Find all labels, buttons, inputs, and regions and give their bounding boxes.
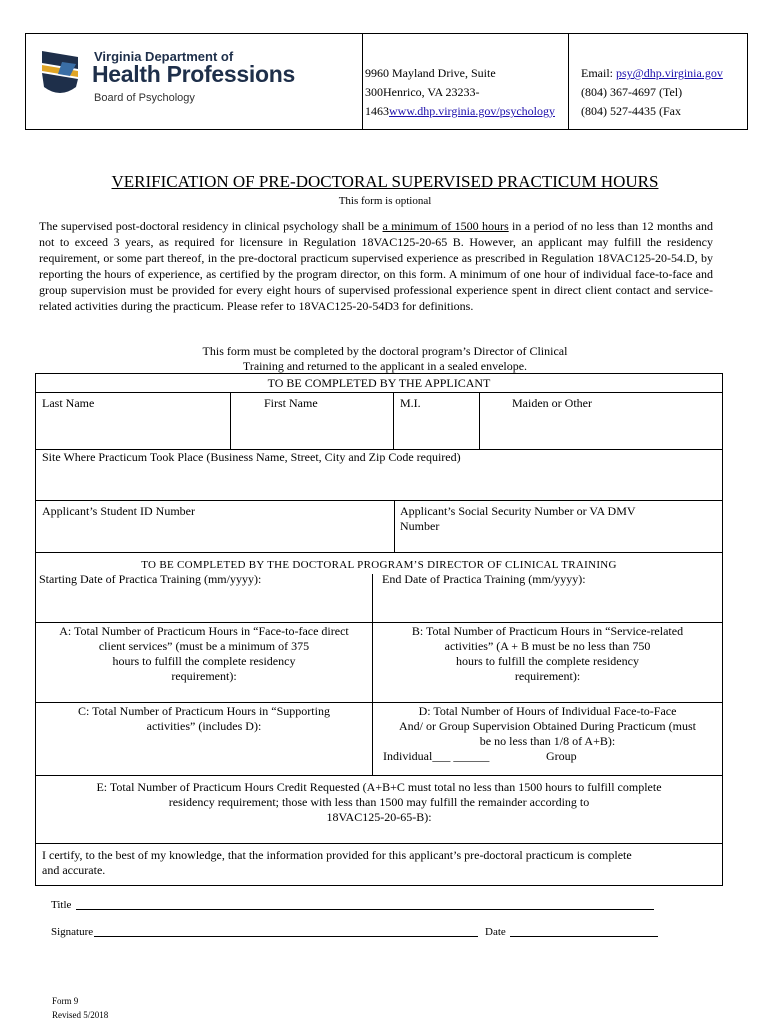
divider	[36, 702, 722, 703]
divider	[36, 552, 722, 553]
hours-e-line-3: 18VAC125-20-65-B):	[326, 810, 432, 824]
vdhp-shield-logo-icon	[40, 47, 80, 99]
email-label: Email:	[581, 66, 616, 80]
last-name-label: Last Name	[42, 396, 95, 410]
intro-part-1: The supervised post-doctoral residency in clinical psychology shall be	[39, 219, 383, 233]
email-line	[581, 64, 749, 83]
director-section-header: TO BE COMPLETED BY THE DOCTORAL PROGRAM’S DIRECTOR OF CLINICAL TRAINING	[141, 559, 617, 571]
end-date-label: End Date of Practica Training (mm/yyyy):	[382, 572, 586, 586]
practicum-site-label: Site Where Practicum Took Place (Business Name, Street, City and Zip Code required)	[42, 450, 461, 464]
address-line-3	[365, 102, 568, 121]
title-label: Title	[51, 899, 72, 911]
certify-line-1: I certify, to the best of my knowledge, that the information provided for this applicant’s pre-doctoral practicum is complete	[42, 848, 632, 862]
individual-blank: ___ ______	[432, 749, 490, 763]
start-date-label: Starting Date of Practica Training (mm/yyyy):	[39, 572, 262, 586]
hours-d-line-2: And/ or Group Supervision Obtained During Practicum (must	[399, 719, 696, 733]
address-line-2: 300Henrico, VA 23233-	[365, 85, 480, 99]
page-subtitle: This form is optional	[338, 195, 432, 207]
divider	[36, 775, 722, 776]
divider	[372, 574, 373, 622]
form-footer	[52, 994, 108, 1022]
hours-b-line-2: activities” (A + B must be no less than 750	[444, 639, 651, 653]
applicant-section-header: TO BE COMPLETED BY THE APPLICANT	[267, 376, 491, 390]
logo-cell	[26, 34, 363, 129]
group-label: Group	[546, 749, 577, 763]
zip-suffix: 1463	[365, 104, 389, 118]
address-line-1: 9960 Mayland Drive, Suite	[365, 66, 496, 80]
page-title: VERIFICATION OF PRE-DOCTORAL SUPERVISED PRACTICUM HOURS	[111, 172, 659, 191]
date-label: Date	[485, 926, 506, 938]
note-line-1: This form must be completed by the doctoral program’s Director of Clinical	[202, 344, 568, 358]
divider	[394, 500, 395, 552]
tel-line: (804) 367-4697 (Tel)	[581, 85, 683, 99]
hours-e-line-1: E: Total Number of Practicum Hours Credit Requested (A+B+C must total no less than 1500 hours to fulfill complete	[96, 780, 662, 794]
student-id-label: Applicant’s Student ID Number	[42, 504, 195, 518]
hours-e-line-2: residency requirement; those with less than 1500 may fulfill the remainder according to	[168, 795, 590, 809]
title-input[interactable]	[76, 909, 654, 910]
revision-date: Revised 5/2018	[52, 1010, 109, 1020]
divider	[479, 392, 480, 449]
ssn-label	[400, 504, 636, 534]
completion-note	[0, 344, 770, 374]
individual-hours-field[interactable]	[383, 749, 489, 764]
individual-label: Individual	[383, 749, 433, 763]
hours-e-label	[36, 780, 722, 825]
divider	[36, 392, 722, 393]
ssn-label-line-2: Number	[400, 519, 440, 533]
fax-line: (804) 527-4435 (Fax	[581, 104, 681, 118]
maiden-name-label: Maiden or Other	[512, 396, 592, 410]
ssn-label-line-1: Applicant’s Social Security Number or VA DMV	[400, 504, 636, 518]
hours-d-line-3: be no less than 1/8 of A+B):	[479, 734, 616, 748]
hours-d-label	[373, 704, 722, 749]
certify-line-2: and accurate.	[42, 863, 106, 877]
email-link[interactable]: psy@dhp.virginia.gov	[616, 66, 723, 80]
hours-a-label	[36, 624, 372, 684]
hours-a-line-1: A: Total Number of Practicum Hours in “Face-to-face direct	[59, 624, 349, 638]
logo-line-1: Virginia Department of	[94, 49, 234, 64]
signature-label: Signature	[51, 926, 94, 938]
hours-a-line-3: hours to fulfill the complete residency	[112, 654, 296, 668]
hours-b-line-3: hours to fulfill the complete residency	[456, 654, 639, 668]
verification-form	[35, 373, 723, 886]
hours-c-line-2: activities” (includes D):	[146, 719, 262, 733]
divider	[36, 843, 722, 844]
form-number: Form 9	[52, 996, 79, 1006]
hours-b-line-1: B: Total Number of Practicum Hours in “Service-related	[411, 624, 684, 638]
divider	[36, 622, 722, 623]
hours-c-label	[36, 704, 372, 734]
intro-part-2: in a period of no less than 12 months and not to exceed 3 years, as required for licensure in Regulation 18VAC125-20-65 B. However, an applicant may fulfill the residency requirement, or some part thereof, in the pre-doctoral practicum supervised experience as prescribed in Regulation 18VAC125-20-54.D, by reporting the hours of experience, as certified by the program director, on this form. A minimum of one hour of individual face-to-face and group supervision must be provided for every eight hours of supervised professional experience spent in direct client contact and service-related activities during the practicum. Please refer to 18VAC125-20-54D3 for definitions.	[39, 219, 713, 313]
first-name-label: First Name	[264, 396, 318, 410]
hours-b-line-4: requirement):	[514, 669, 581, 683]
signature-input[interactable]	[94, 936, 478, 937]
hours-a-line-2: client services” (must be a minimum of 375	[98, 639, 310, 653]
hours-a-line-4: requirement):	[171, 669, 237, 683]
address-cell	[362, 34, 569, 129]
letterhead	[25, 33, 748, 130]
website-link[interactable]: www.dhp.virginia.gov/psychology	[389, 104, 555, 118]
logo-line-3: Board of Psychology	[94, 92, 195, 104]
intro-paragraph	[39, 218, 713, 314]
divider	[393, 392, 394, 449]
contact-cell	[569, 34, 749, 129]
mi-label: M.I.	[400, 396, 421, 410]
date-input[interactable]	[510, 936, 658, 937]
note-line-2: Training and returned to the applicant in a sealed envelope.	[242, 359, 528, 373]
divider	[36, 500, 722, 501]
hours-d-line-1: D: Total Number of Hours of Individual Face-to-Face	[418, 704, 677, 718]
certification-statement	[42, 848, 712, 878]
intro-underlined: a minimum of 1500 hours	[382, 219, 509, 233]
divider	[230, 392, 231, 449]
hours-b-label	[373, 624, 722, 684]
hours-c-line-1: C: Total Number of Practicum Hours in “Supporting	[78, 704, 330, 718]
logo-line-2: Health Professions	[92, 61, 295, 87]
